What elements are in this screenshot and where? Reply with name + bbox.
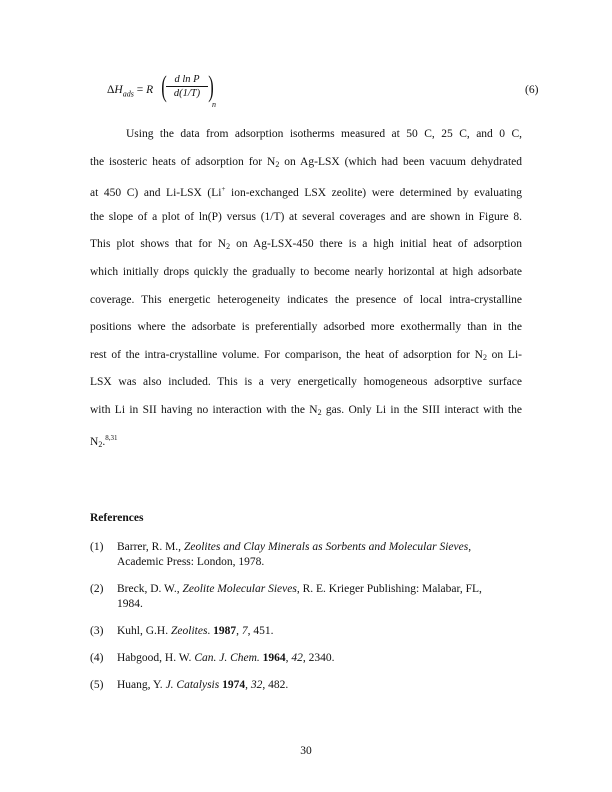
text-line: rest of the intra-crystalline volume. For comparison, the heat of adsorption for $N_2$ on Li- [90, 348, 522, 362]
right-paren: ) [208, 70, 214, 103]
references-heading: References [90, 512, 144, 524]
equation-6 [107, 72, 547, 112]
derivative-fraction [166, 74, 208, 99]
fraction-bar [166, 86, 208, 87]
page-number: 30 [300, 745, 312, 757]
text-line: positions where the adsorbate is preferentially adsorbed more exothermally than in the [90, 321, 522, 334]
left-paren: ( [161, 70, 167, 103]
text-line: $N_2.^{8,31}$ [90, 433, 118, 449]
subscript-n: n [212, 100, 216, 109]
reference-item: (2) Breck, D. W., Zeolite Molecular Sieves, R. E. Krieger Publishing: Malabar, FL, 1984. [90, 583, 482, 610]
reference-item: (4) Habgood, H. W. Can. J. Chem. 1964, 42, 2340. [90, 652, 335, 664]
text-line: Using the data from adsorption isotherms measured at 50 C, 25 C, and 0 C, [126, 128, 522, 140]
reference-item: (5) Huang, Y. J. Catalysis 1974, 32, 482. [90, 679, 289, 691]
equation-number: (6) [525, 84, 539, 96]
text-line: the slope of a plot of ln(P) versus (1/T) at several coverages and are shown in Figure 8. [90, 210, 522, 223]
equation-lhs: $\Delta H_{ads} = R$ [107, 84, 154, 99]
fraction-denominator: d(1/T) [173, 88, 201, 99]
text-line: This plot shows that for $N_2$ on Ag-LSX-450 there is a high initial heat of adsorption [90, 238, 522, 252]
body-paragraph [90, 121, 522, 452]
text-line: the isosteric heats of adsorption for $N_2$ on Ag-LSX (which had been vacuum dehydrated [90, 155, 522, 169]
reference-item: (1) Barrer, R. M., Zeolites and Clay Minerals as Sorbents and Molecular Sieves, Academic Press: London, 1978. [90, 541, 472, 568]
text-line: which initially drops quickly the gradually to become nearly horizontal at high adsorbate [90, 265, 522, 278]
text-line: coverage. This energetic heterogeneity indicates the presence of local intra-crystalline [90, 293, 522, 306]
citation-superscript: 8,31 [105, 433, 118, 442]
fraction-numerator: d ln P [174, 74, 200, 85]
text-line: with Li in SII having no interaction with the $N_2$ gas. Only Li in the SIII interact with the [90, 403, 522, 417]
text-line: LSX was also included. This is a very energetically homogeneous adsorptive surface [90, 376, 522, 389]
reference-item: (3) Kuhl, G.H. Zeolites. 1987, 7, 451. [90, 625, 274, 637]
text-line: at 450 C) and Li-LSX (Li+ ion-exchanged LSX zeolite) were determined by evaluating [90, 185, 522, 200]
